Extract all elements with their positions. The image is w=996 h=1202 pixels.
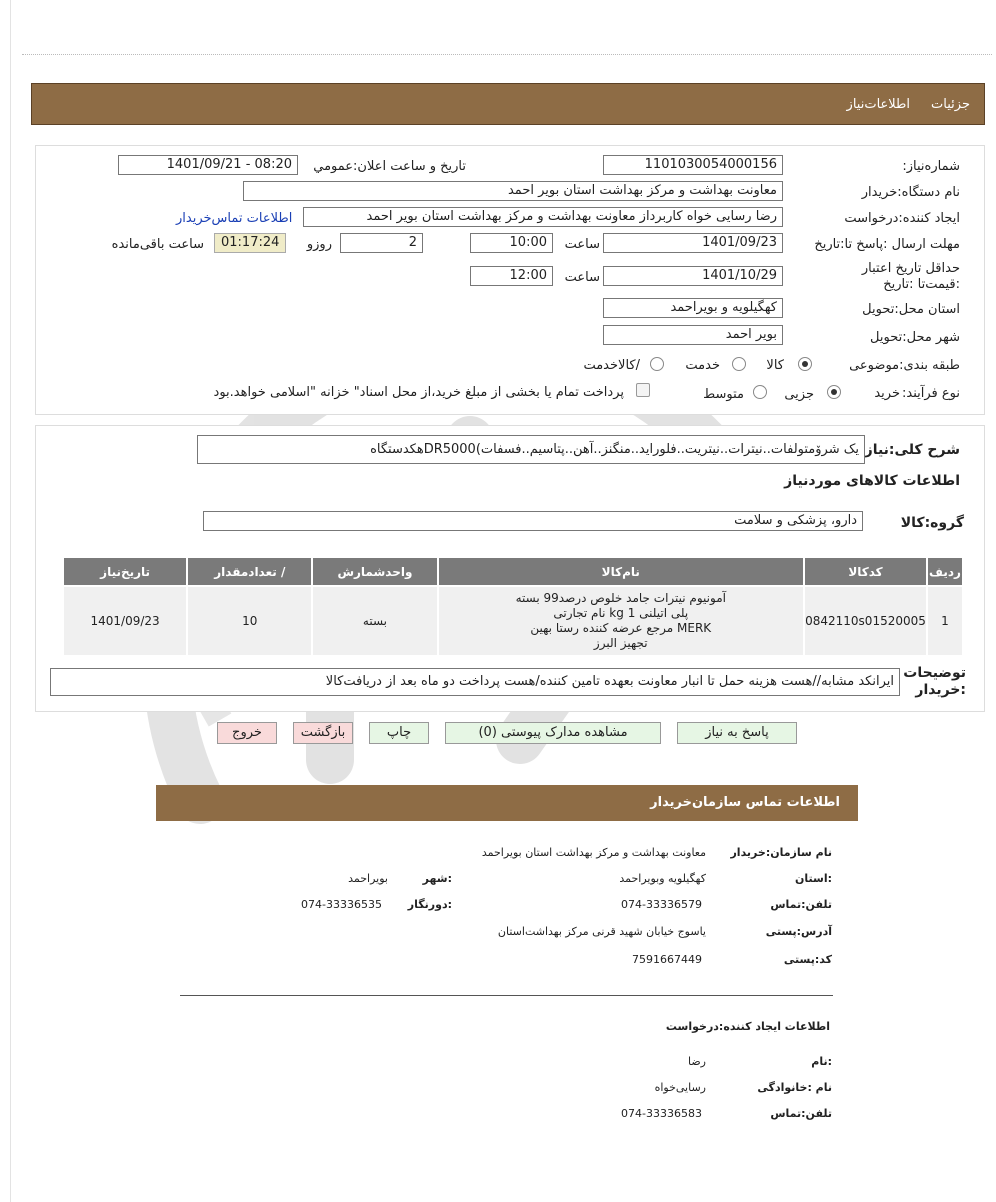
tab-details[interactable]: جزئیات — [931, 97, 970, 112]
col-qty: / تعدادمقدار — [188, 558, 311, 585]
category-goods-service-label: /کالاخدمت — [583, 358, 640, 373]
process-buy-label: خرید — [874, 386, 900, 401]
announce-date-label: تاریخ و ساعت اعلان:عمومي — [313, 159, 466, 174]
name-line: پلی اتیلنی 1 kg نام تجارتی — [553, 606, 689, 620]
treasury-payment-checkbox[interactable] — [636, 383, 650, 397]
creator-label: ایجاد کننده:درخواست — [844, 211, 960, 226]
process-medium-label: متوسط — [703, 387, 744, 402]
deadline-time-field: 10:00 — [470, 233, 553, 253]
goods-group-field: دارو، پزشکی و سلامت — [203, 511, 863, 531]
contact-city-value: بویراحمد — [348, 872, 388, 885]
contact-section-header — [156, 785, 858, 821]
contact-province-value: کهگیلویه وبویراحمد — [619, 872, 706, 885]
contact-province-label: :استان — [795, 872, 832, 885]
process-minor-label: جزیی — [784, 387, 814, 402]
name-line: آمونیوم نیترات جامد خلوص درصد99 بسته — [515, 591, 726, 605]
validity-time-label: ساعت — [564, 270, 600, 285]
need-number-label: شماره‌نیاز: — [902, 159, 960, 174]
contact-header-text: اطلاعات تماس سازمان‌خریدار — [650, 795, 840, 810]
print-button[interactable]: چاپ — [369, 722, 429, 744]
category-goods-service-radio[interactable] — [650, 357, 664, 371]
col-row: ردیف — [928, 558, 962, 585]
left-border-line — [10, 0, 11, 1202]
exit-button[interactable]: خروج — [217, 722, 277, 744]
cell-date: 1401/09/23 — [64, 587, 186, 655]
col-name: نام‌کالا — [439, 558, 804, 585]
name-line: تجهیز البرز — [593, 636, 648, 650]
cell-code: 0842110s01520005 — [805, 587, 926, 655]
buyer-notes-field: ایرانکد مشابه//هست هزینه حمل تا انبار معاونت بعهده تامین کننده/هست پرداخت دو ماه بعد از دریافت‌کالا — [50, 668, 900, 696]
category-label: طبقه بندی:موضوعی — [849, 358, 960, 373]
days-field: 2 — [340, 233, 423, 253]
contact-divider — [180, 995, 833, 996]
deadline-time-label: ساعت — [564, 237, 600, 252]
buyer-org-field: معاونت بهداشت و مرکز بهداشت استان بویر احمد — [243, 181, 783, 201]
treasury-payment-label: پرداخت تمام یا بخشی از مبلغ خرید،از محل اسناد" خزانه "اسلامی خواهد.بود — [213, 385, 624, 400]
col-date: تاریخ‌نیاز — [64, 558, 186, 585]
contact-postal-label: کد:پستی — [783, 953, 832, 966]
reply-button[interactable]: پاسخ به نیاز — [677, 722, 797, 744]
creator-phone-label: تلفن:تماس — [770, 1107, 832, 1120]
org-name-value: معاونت بهداشت و مرکز بهداشت استان بویراحمد — [481, 846, 706, 859]
city-label: شهر محل:تحویل — [870, 330, 960, 345]
category-goods-radio[interactable] — [798, 357, 812, 371]
contact-address-value: یاسوج خیابان شهید قرنی مرکز بهداشت‌استان — [497, 925, 706, 938]
contact-fax-value: 074-33336535 — [301, 898, 382, 911]
process-type-label: نوع فرآیند: — [902, 386, 960, 401]
need-summary-field: یک شرۆمتولفات..نیترات..نیتریت..فلوراید..منگنز..آهن..پتاسیم..فسفات)DR5000هکدستگاه — [197, 435, 865, 464]
remaining-time-display: 01:17:24 — [214, 233, 286, 253]
name-line: MERK مرجع عرضه کننده رستا بهین — [530, 621, 712, 635]
cell-row: 1 — [928, 587, 962, 655]
province-label: استان محل:تحویل — [862, 302, 960, 317]
announce-date-field: 1401/09/21 - 08:20 — [118, 155, 298, 175]
goods-table — [62, 556, 964, 657]
buyer-contact-link[interactable]: اطلاعات تماس‌خریدار — [176, 211, 293, 226]
province-field: کهگیلویه و بویراحمد — [603, 298, 783, 318]
cell-unit: بسته — [313, 587, 436, 655]
goods-group-label: گروه:کالا — [900, 515, 964, 531]
contact-fax-label: :دورنگار — [407, 898, 452, 911]
creator-phone-value: 074-33336583 — [621, 1107, 702, 1120]
validity-time-field: 12:00 — [470, 266, 553, 286]
cell-qty: 10 — [188, 587, 311, 655]
org-name-label: نام سازمان:خریدار — [730, 846, 832, 859]
creator-name-label: :نام — [811, 1055, 832, 1068]
process-medium-radio[interactable] — [753, 385, 767, 399]
creator-name-value: رضا — [687, 1055, 706, 1068]
remaining-label: ساعت باقی‌مانده — [111, 237, 204, 252]
contact-address-label: آدرس:پستی — [765, 925, 832, 938]
deadline-date-field: 1401/09/23 — [603, 233, 783, 253]
buyer-notes-label: توضیحات :خریدار — [903, 665, 966, 698]
validity-date-field: 1401/10/29 — [603, 266, 783, 286]
attachments-button[interactable]: مشاهده مدارک پیوستی (0) — [445, 722, 661, 744]
tab-need-info[interactable]: اطلاعات‌نیاز — [846, 97, 910, 112]
goods-info-header: اطلاعات کالاهای موردنیاز — [784, 473, 960, 489]
back-button[interactable]: بازگشت — [293, 722, 353, 744]
days-label: روزو — [306, 237, 332, 252]
col-unit: واحدشمارش — [313, 558, 436, 585]
contact-postal-value: 7591667449 — [632, 953, 702, 966]
contact-city-label: :شهر — [422, 872, 452, 885]
process-minor-radio[interactable] — [827, 385, 841, 399]
category-service-label: خدمت — [685, 358, 720, 373]
need-number-field: 1101030054000156 — [603, 155, 783, 175]
min-validity-label: حداقل تاریخ اعتبار :قیمت‌تا :تاریخ — [861, 261, 960, 292]
creator-family-label: نام :خانوادگی — [757, 1081, 832, 1094]
creator-family-value: رسایی‌خواه — [654, 1081, 706, 1094]
creator-info-header: اطلاعات ایجاد کننده:درخواست — [665, 1020, 830, 1033]
category-service-radio[interactable] — [732, 357, 746, 371]
contact-phone-label: تلفن:تماس — [770, 898, 832, 911]
buyer-org-label: نام دستگاه:خریدار — [861, 185, 960, 200]
need-summary-label: شرح کلی:نیاز — [864, 442, 960, 458]
creator-field: رضا رسایی خواه کاربرداز معاونت بهداشت و مرکز بهداشت استان بویر احمد — [303, 207, 783, 227]
top-dotted-divider — [22, 54, 992, 55]
contact-phone-value: 074-33336579 — [621, 898, 702, 911]
category-goods-label: کالا — [766, 358, 784, 373]
table-row — [64, 587, 962, 655]
city-field: بویر احمد — [603, 325, 783, 345]
cell-name — [439, 587, 804, 655]
col-code: کدکالا — [805, 558, 926, 585]
top-navigation-bar — [31, 83, 985, 125]
deadline-label: مهلت ارسال :پاسخ تا:تاریخ — [814, 237, 960, 252]
